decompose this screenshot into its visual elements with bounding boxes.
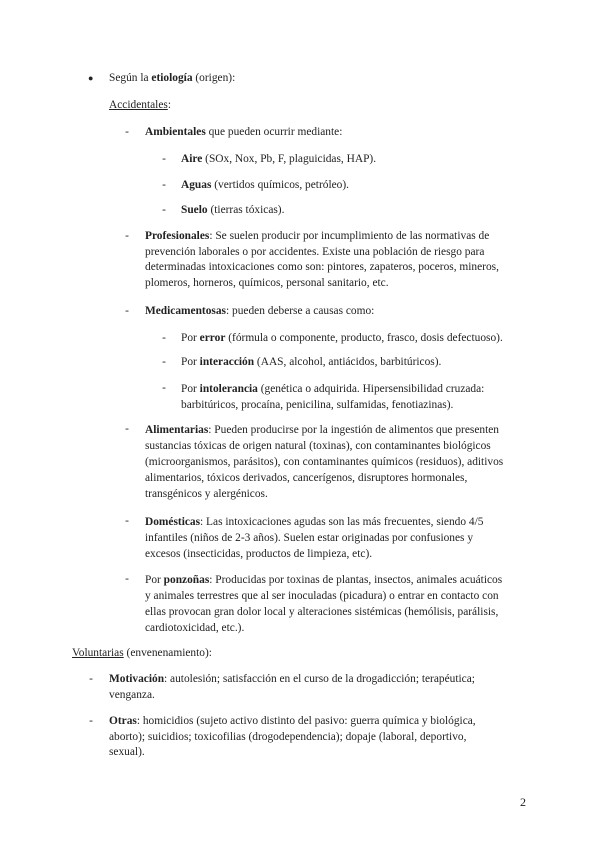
dash-icon: - <box>89 673 93 685</box>
dash-icon: - <box>162 153 166 165</box>
profesionales-item: Profesionales: Se suelen producir por incumplimiento de las normativas de prevención laborales o por accidentes. Existe una población de riesgo para determinadas intoxicaciones como son: pintores, zapateros, poceros, mineros, plomeros, horneros, químicos, personal sanitario, etc. <box>145 230 499 289</box>
medicamentosas-item: Medicamentosas: pueden deberse a causas como: <box>145 305 375 317</box>
aguas-item: Aguas (vertidos químicos, petróleo). <box>181 179 349 191</box>
intolerancia-item: Por intolerancia (genética o adquirida. Hipersensibilidad cruzada: barbitúricos, procaína, penicilina, sulfamidas, fenotiazinas). <box>181 383 485 411</box>
voluntarias-heading: Voluntarias (envenenamiento): <box>72 647 212 659</box>
dash-icon: - <box>125 230 129 242</box>
page-number: 2 <box>520 795 526 809</box>
dash-icon: - <box>162 204 166 216</box>
suelo-item: Suelo (tierras tóxicas). <box>181 204 285 216</box>
ponzonas-item: Por ponzoñas: Producidas por toxinas de plantas, insectos, animales acuáticos y animales terrestres que al ser inoculadas (picadura) o entrar en contacto con ellas provocan gran dolor local y alteraciones sistémicas (hemólisis, parálisis, cardiotoxicidad, etc.). <box>145 574 503 634</box>
accidentales-heading: Accidentales: <box>109 99 171 111</box>
dash-icon: - <box>162 179 166 191</box>
intro-line: Según la etiología (origen): <box>109 72 236 84</box>
error-item: Por error (fórmula o componente, producto, frasco, dosis defectuoso). <box>181 332 503 344</box>
motivacion-item: Motivación: autolesión; satisfacción en el curso de la drogadicción; terapéutica; venganza. <box>109 673 475 701</box>
dash-icon: - <box>162 382 166 394</box>
dash-icon: - <box>125 126 129 138</box>
dash-icon: - <box>125 573 129 585</box>
bullet-icon: ● <box>88 73 94 83</box>
alimentarias-item: Alimentarias: Pueden producirse por la ingestión de alimentos que presenten sustancias tóxicas de origen natural (toxinas), con contaminantes biológicos (microorganismos, parásitos), con contaminantes químicos (residuos), aditivos alimentarios, tóxicos derivados, cancerígenos, disruptores hormonales, transgénicos y alergénicos. <box>145 424 504 500</box>
domesticas-item: Domésticas: Las intoxicaciones agudas son las más frecuentes, siendo 4/5 infantiles (niños de 2-3 años). Suelen estar originadas por confusiones y excesos (insecticidas, productos de limpieza, etc). <box>145 516 484 560</box>
otras-item: Otras: homicidios (sujeto activo distinto del pasivo: guerra química y biológica, aborto); suicidios; toxicofilias (drogodependencia); dopaje (laboral, deportivo, sexual). <box>109 715 476 758</box>
dash-icon: - <box>125 423 129 435</box>
dash-icon: - <box>162 332 166 344</box>
aire-item: Aire (SOx, Nox, Pb, F, plaguicidas, HAP). <box>181 153 377 165</box>
dash-icon: - <box>162 356 166 368</box>
ambientales-item: Ambientales que pueden ocurrir mediante: <box>145 126 343 138</box>
interaccion-item: Por interacción (AAS, alcohol, antiácidos, barbitúricos). <box>181 356 442 368</box>
dash-icon: - <box>125 305 129 317</box>
dash-icon: - <box>125 515 129 527</box>
dash-icon: - <box>89 715 93 727</box>
